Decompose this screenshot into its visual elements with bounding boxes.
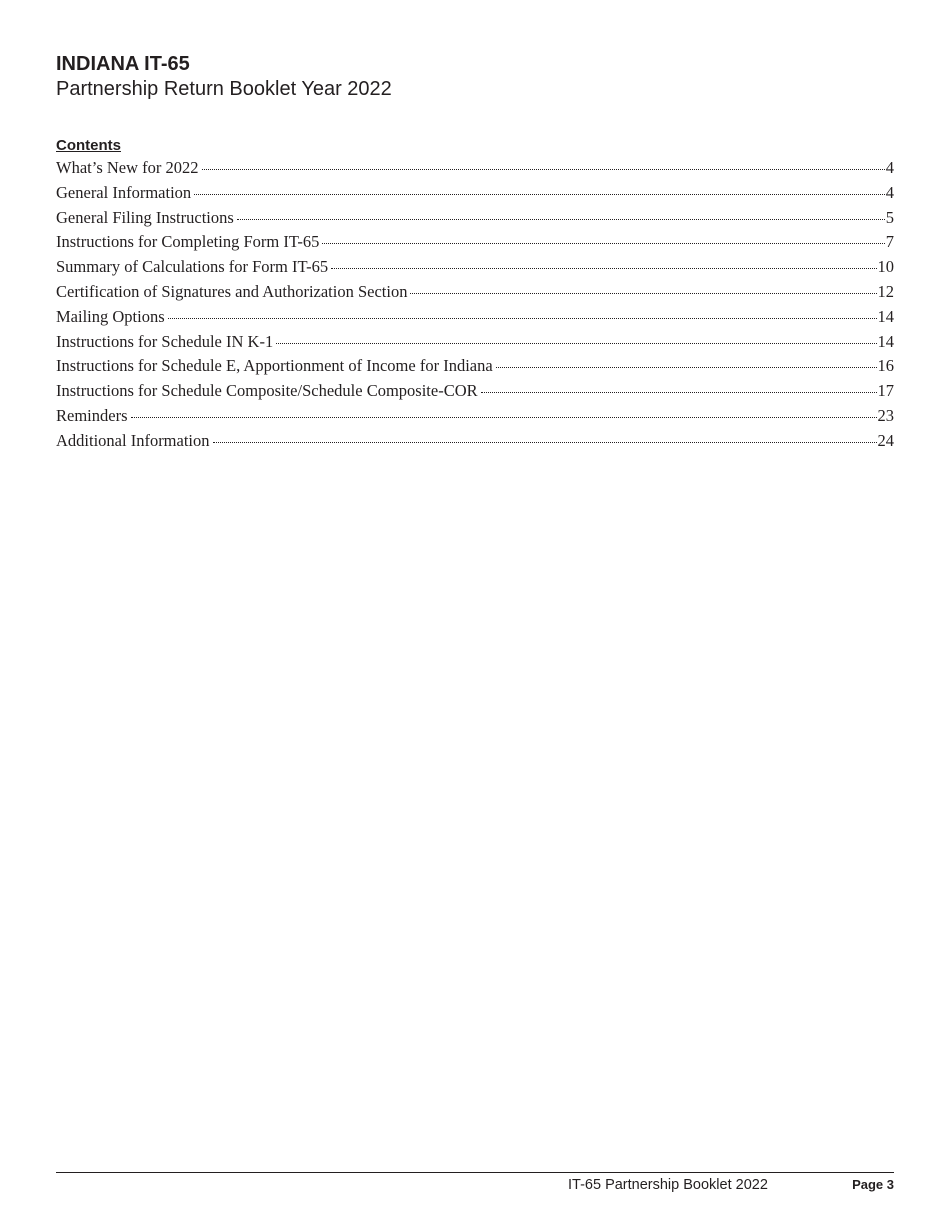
dot-leader [168,318,877,319]
document-title: INDIANA IT-65 [56,53,190,75]
dot-leader [202,169,885,170]
dot-leader [194,194,885,195]
toc-entry-page: 4 [885,182,894,202]
toc-entry-general-filing-instructions[interactable] [56,208,894,233]
toc-entry-label: Instructions for Schedule IN K-1 [56,331,274,351]
toc-entry-page: 4 [885,158,894,177]
toc-entry-page: 24 [877,430,894,450]
document-subtitle: Partnership Return Booklet Year 2022 [56,78,392,100]
dot-leader [322,243,884,244]
toc-entry-label: Instructions for Schedule Composite/Schedule Composite-COR [56,381,478,401]
toc-entry-page: 12 [877,281,894,301]
dot-leader [237,219,885,220]
toc-entry-label: Additional Information [56,430,210,450]
toc-entry-reminders[interactable] [56,406,894,431]
toc-entry-label: Instructions for Completing Form IT-65 [56,232,320,252]
toc-entry-label: Instructions for Schedule E, Apportionment of Income for Indiana [56,356,493,376]
toc-entry-additional-information[interactable] [56,431,894,456]
toc-list [56,158,894,456]
toc-entry-label: Reminders [56,405,128,425]
toc-entry-schedule-in-k1[interactable] [56,332,894,357]
toc-entry-page: 10 [877,257,894,277]
toc-entry-certification-of-signatures[interactable] [56,282,894,307]
dot-leader [481,392,877,393]
toc-entry-schedule-e[interactable] [56,356,894,381]
toc-entry-summary-of-calculations[interactable] [56,257,894,282]
toc-entry-completing-form-it65[interactable] [56,232,894,257]
toc-entry-page: 14 [877,331,894,351]
toc-entry-label: General Filing Instructions [56,207,234,227]
dot-leader [410,293,876,294]
toc-entry-general-information[interactable] [56,183,894,208]
contents-heading: Contents [56,137,121,154]
toc-entry-page: 7 [885,232,894,252]
footer-page-number: Page 3 [852,1177,894,1192]
dot-leader [331,268,876,269]
footer-divider [56,1172,894,1173]
toc-entry-whats-new[interactable] [56,158,894,183]
toc-entry-schedule-composite[interactable] [56,381,894,406]
page-header [56,52,894,102]
toc-entry-label: Mailing Options [56,306,165,326]
dot-leader [131,417,877,418]
dot-leader [276,343,876,344]
toc-entry-page: 16 [877,356,894,376]
dot-leader [496,367,877,368]
toc-entry-page: 17 [877,381,894,401]
toc-entry-page: 5 [885,207,894,227]
toc-entry-mailing-options[interactable] [56,307,894,332]
toc-entry-label: Certification of Signatures and Authorization Section [56,281,408,301]
toc-entry-label: Summary of Calculations for Form IT-65 [56,257,329,277]
toc-entry-label: General Information [56,182,192,202]
dot-leader [213,442,877,443]
toc-entry-page: 23 [877,405,894,425]
toc-entry-page: 14 [877,306,894,326]
table-of-contents [56,136,894,456]
toc-entry-label: What’s New for 2022 [56,158,199,177]
footer-booklet-label: IT-65 Partnership Booklet 2022 [568,1177,768,1193]
